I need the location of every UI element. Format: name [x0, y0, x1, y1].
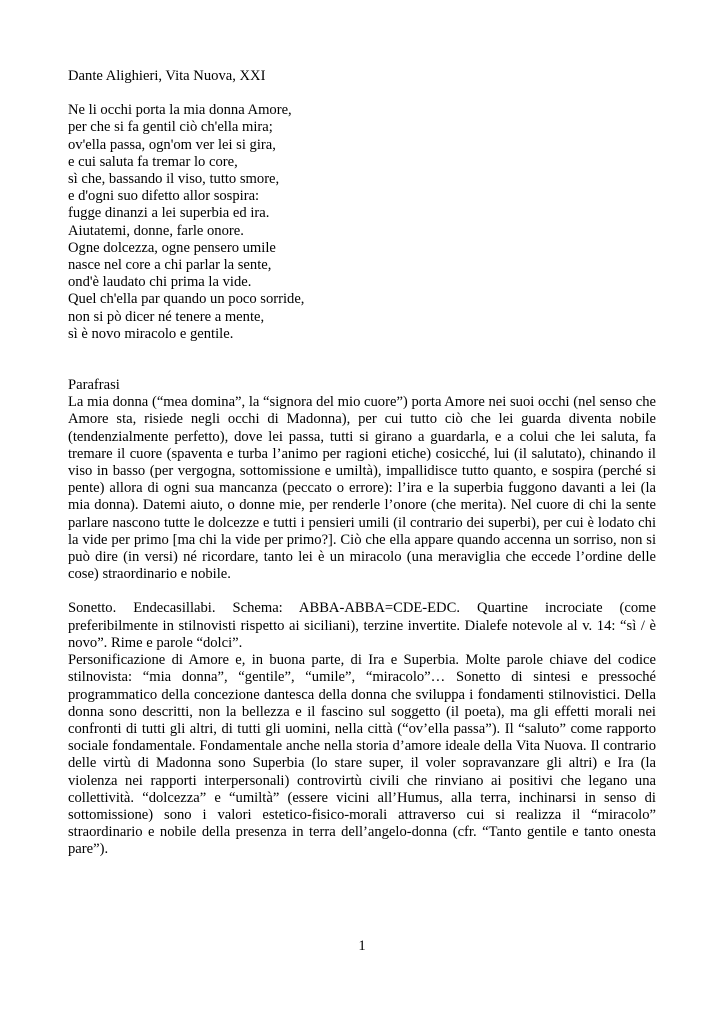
commento-paragraph: Personificazione di Amore e, in buona parte, di Ira e Superbia. Molte parole chiave del codice stilnovista: “mia donna”, “gentile”, “umile”, “miracolo”… Sonetto di sintesi e pressoché programmatico della concezione dantesca della donna che sviluppa i fondamenti stilnovistici. Della donna sono descritti, non la bellezza e il fascino sul soggetto (il poeta), ma gli effetti morali nei confronti di tutti gli altri, di tutti gli uomini, nella città (“ov’ella passa”). Il “saluto” come rapporto sociale fondamentale. Fondamentale anche nella storia d’amore ideale della Vita Nuova. Il contrario delle virtù di Madonna sono Superbia (lo stare super, il voler sopravanzare gli altri) e Ira (la violenza nei rapporti interpersonali) controvirtù civili che rinviano ai positivi che legano una collettività. “dolcezza” e “umiltà” (essere vicini all’Humus, alla terra, inchinarsi in senso di sottomissione) sono i valori estetico-fisico-morali attraverso cui si realizza il “miracolo” straordinario e nobile della presenza in terra dell’angelo-donna (cfr. “Tanto gentile e tanto onesta pare”). — [68, 652, 656, 858]
parafrasi-title: Parafrasi — [68, 377, 120, 394]
poem-line: per che si fa gentil ciò ch'ella mira; — [68, 119, 273, 136]
poem-line: e cui saluta fa tremar lo core, — [68, 153, 238, 170]
poem-line: sì è novo miracolo e gentile. — [68, 325, 234, 342]
poem-line: ond'è laudato chi prima la vide. — [68, 274, 252, 291]
poem-line: Ogne dolcezza, ogne pensero umile — [68, 239, 276, 256]
document-heading: Dante Alighieri, Vita Nuova, XXI — [68, 68, 266, 84]
poem-line: Aiutatemi, donne, farle onore. — [68, 222, 244, 239]
poem-line: Quel ch'ella par quando un poco sorride, — [68, 291, 305, 308]
document-page — [68, 68, 656, 859]
poem-line: Ne li occhi porta la mia donna Amore, — [68, 102, 292, 119]
poem-line: nasce nel core a chi parlar la sente, — [68, 257, 272, 274]
sonnet-text — [68, 102, 656, 343]
poem-line: e d'ogni suo difetto allor sospira: — [68, 188, 260, 205]
page-number: 1 — [358, 938, 366, 954]
metrica-paragraph: Sonetto. Endecasillabi. Schema: ABBA-ABBA=CDE-EDC. Quartine incrociate (come preferibilmente in stilnovisti rispetto ai siciliani), terzine invertite. Dialefe notevole al v. 14: “sì / è novo”. Rime e parole “dolci”. — [68, 600, 656, 651]
poem-line: non si pò dicer né tenere a mente, — [68, 308, 265, 325]
poem-line: fugge dinanzi a lei superbia ed ira. — [68, 205, 270, 222]
poem-line: sì che, bassando il viso, tutto smore, — [68, 171, 280, 188]
parafrasi-paragraph: La mia donna (“mea domina”, la “signora del mio cuore”) porta Amore nei suoi occhi (nel senso che Amore sta, risiede negli occhi di Madonna), per cui tutto ciò che lei guarda diventa nobile (tendenzialmente perfetto), dove lei passa, tutti si girano a guardarla, e a colui che lei saluta, fa tremare il cuore (spaventa e turba l’animo per ragioni etiche) cosicché, lui (il salutato), chinando il viso in basso (per vergogna, sottomissione e umiltà), impallidisce tutto quanto, e sospira (perché si pente) allora di ogni sua mancanza (peccato o errore): l’ira e la superbia fuggono davanti a lei (la mia donna). Datemi aiuto, o donne mie, per renderle l’onore (che merita). Nel cuore di chi la sente parlare nascono tutte le dolcezze e tutti i pensieri umili (il contrario dei superbi), per cui è lodato chi la vide per primo [ma chi la vide per primo?]. Ciò che ella appare quando accenna un sorriso, non si può dire (in versi) né ricordare, tanto lei è un miracolo (una meraviglia che eccede l’ordine delle cose) straordinario e nobile. — [68, 394, 656, 583]
poem-line: ov'ella passa, ogn'om ver lei si gira, — [68, 136, 276, 153]
section-spacer — [68, 343, 656, 377]
